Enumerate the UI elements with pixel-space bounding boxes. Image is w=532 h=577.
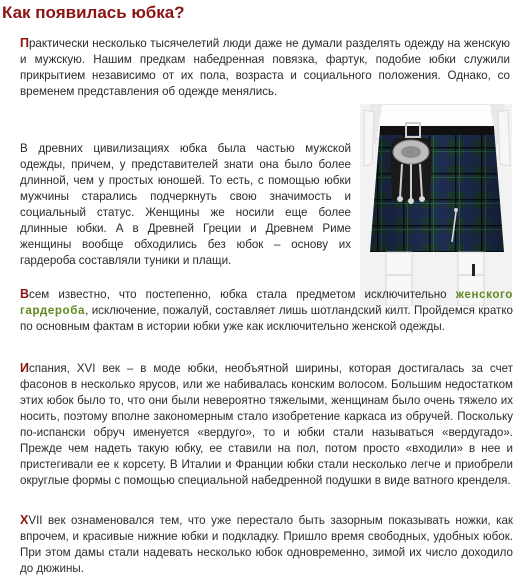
page-title: Как появилась юбка?: [2, 3, 185, 22]
paragraph-2: В древних цивилизациях юбка была частью мужской одежды, причем, у представителей знати она было более длинной, чем у простых юношей. То есть, с помощью юбки мужчины старались подчеркнуть свою значимость и социальный статус. Женщины же носили еще более длинные юбки. А в Древней Греции и Древнем Риме женщины вообще обходились без юбок – основу их гардероба составляли туники и плащи.: [20, 142, 351, 267]
highlight-link[interactable]: женского гардероба: [20, 288, 513, 317]
paragraph-text: , исключение, пожалуй, составляет лишь шотландский килт. Пройдемся кратко по основным фактам в истории юбки уже как исключительно женской одежды.: [20, 304, 513, 333]
drop-cap: И: [20, 361, 29, 375]
kilt-photo: [360, 104, 512, 306]
paragraph-4: [20, 360, 513, 489]
paragraph-text: рактически несколько тысячелетий люди даже не думали разделять одежду на женскую и мужскую. Нашим предкам набедренная повязка, фартук, подобие юбки служили прикрытием независимо от их пола, возраста и социального положения. Однако, со временем представления об одежде менялись.: [20, 37, 510, 98]
paragraph-text: сем известно, что постепенно, юбка стала предметом исключительно: [29, 288, 447, 301]
paragraph-3: [20, 286, 513, 335]
kilt-illustration: [360, 104, 512, 306]
paragraph-text: спания, XVI век – в моде юбки, необъятной ширины, которая достигалась за счет фасонов в несколько ярусов, или же набивалась конским волосом. Большим недостатком этих юбок было то, что они были невероятно тяжелыми, женщинам было очень тяжело их носить, поэтому вполне закономерным стало изобретение каркаса из обручей. Поскольку по-испански обруч именуется «вердуго», то и юбки стали называться «вердугадо». Прежде чем надеть такую юбку, ее ставили на пол, потом просто «входили» в нее и пристегивали ее к корсету. В Италии и Франции юбки стали несколько легче и приобрели округлые формы с помощью специальной набедренной подушки в виде ватного кренделя.: [20, 362, 513, 487]
paragraph-text: VII век ознаменовался тем, что уже перестало быть зазорным показывать ножки, как впрочем, и красивые нижние юбки и подкладку. Пришло время свободных, удобных юбок. При этом дамы стали надевать несколько юбок одновременно, зимой их число доходило до дюжины.: [20, 514, 513, 575]
drop-cap: П: [20, 36, 29, 50]
paragraph-1: [20, 35, 510, 100]
paragraph-5: [20, 512, 513, 577]
drop-cap: В: [20, 287, 30, 301]
drop-cap: X: [20, 513, 29, 527]
